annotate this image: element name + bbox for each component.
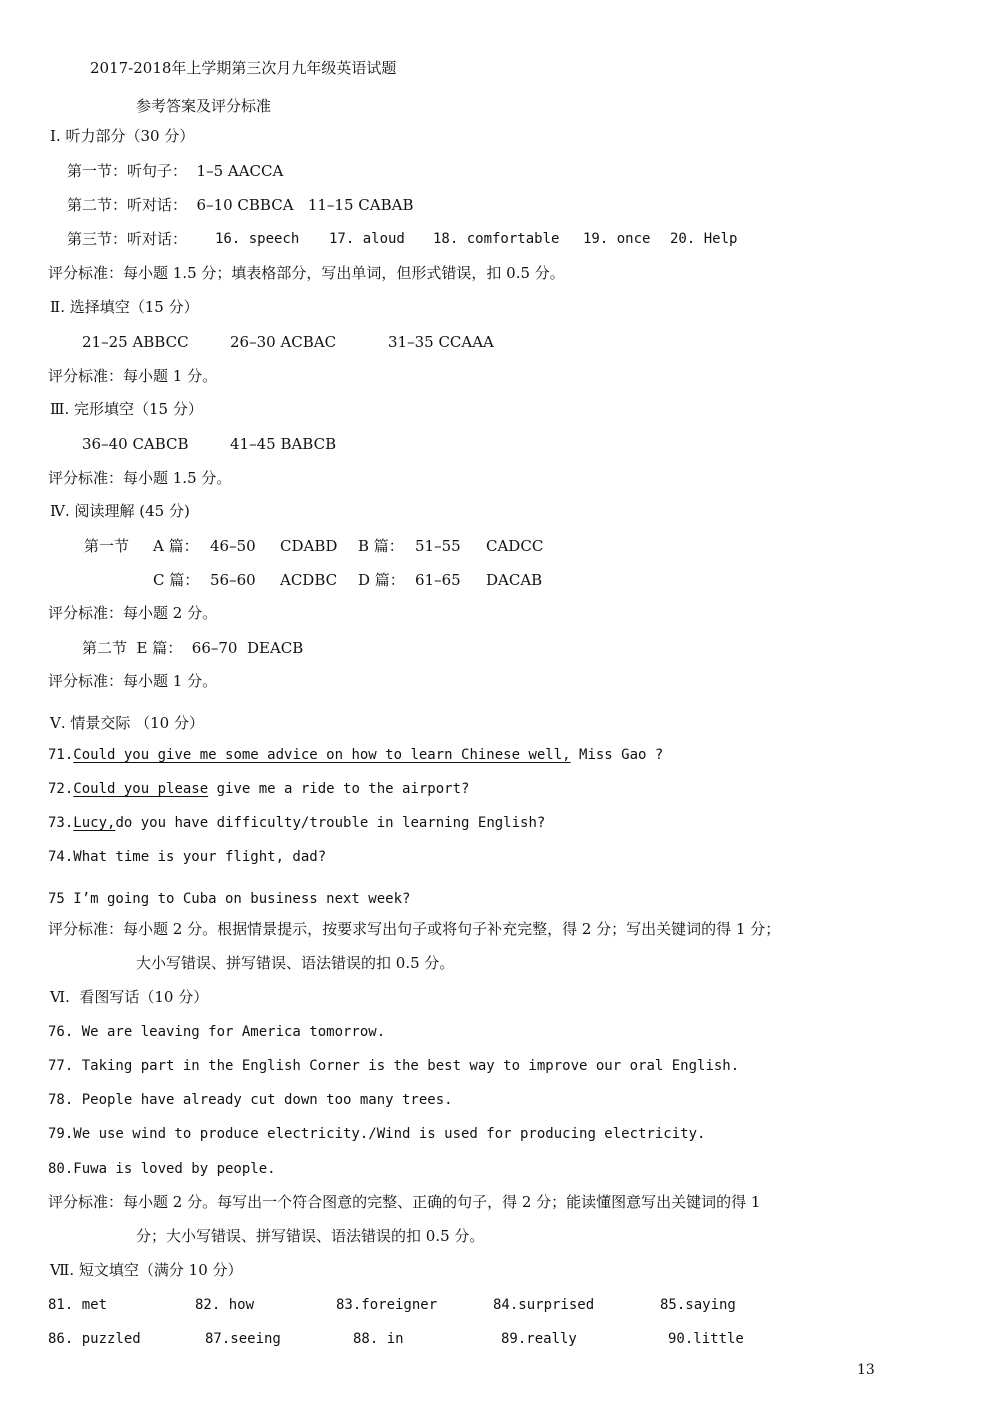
page-title: 2017-2018年上学期第三次月九年级英语试题 — [90, 59, 397, 77]
answer-19: 19. once — [583, 231, 651, 247]
section-1-part3-prefix: 第三节：听对话： — [67, 230, 188, 248]
answer-26-30: 26–30 ACBAC — [230, 333, 337, 351]
answer-83: 83.foreigner — [336, 1297, 438, 1313]
passage-c-label: C 篇： — [153, 571, 200, 589]
section-1-part1: 第一节：听句子： 1–5 AACCA — [67, 162, 284, 180]
section-4-criteria-2: 评分标准：每小题 1 分。 — [48, 672, 218, 690]
section-3-heading: Ⅲ. 完形填空（15 分） — [50, 400, 203, 418]
section-4-heading: Ⅳ. 阅读理解 (45 分) — [50, 502, 190, 520]
section-5-criteria-b: 大小写错误、拼写错误、语法错误的扣 0.5 分。 — [136, 954, 455, 972]
answer-31-35: 31–35 CCAAA — [388, 333, 494, 351]
page-subtitle: 参考答案及评分标准 — [136, 97, 272, 115]
passage-c-answers: ACDBC — [280, 571, 338, 589]
answer-88: 88. in — [353, 1331, 404, 1347]
section-5-heading: Ⅴ. 情景交际 （10 分） — [50, 714, 204, 732]
passage-b-answers: CADCC — [486, 537, 544, 555]
answer-71: 71.Could you give me some advice on how to learn Chinese well, Miss Gao ? — [48, 747, 664, 763]
answer-75: 75 I’m going to Cuba on business next week? — [48, 891, 411, 907]
section-1-heading: Ⅰ. 听力部分（30 分） — [50, 127, 195, 145]
answer-79: 79.We use wind to produce electricity./Wind is used for producing electricity. — [48, 1126, 706, 1142]
section-6-criteria-a: 评分标准：每小题 2 分。每写出一个符合图意的完整、正确的句子，得 2 分；能读懂图意写出关键词的得 1 — [48, 1193, 761, 1211]
answer-72: 72.Could you please give me a ride to the airport? — [48, 781, 470, 797]
passage-a-range: 46–50 — [210, 537, 256, 555]
answer-77: 77. Taking part in the English Corner is the best way to improve our oral English. — [48, 1058, 740, 1074]
section-2-criteria: 评分标准：每小题 1 分。 — [48, 367, 218, 385]
answer-21-25: 21–25 ABBCC — [82, 333, 189, 351]
answer-82: 82. how — [195, 1297, 255, 1313]
passage-d-answers: DACAB — [486, 571, 543, 589]
passage-d-range: 61–65 — [415, 571, 461, 589]
passage-d-label: D 篇： — [358, 571, 405, 589]
section-6-heading: Ⅵ. 看图写话（10 分） — [50, 988, 209, 1006]
answer-85: 85.saying — [660, 1297, 736, 1313]
page-number: 13 — [857, 1362, 875, 1378]
answer-74: 74.What time is your flight, dad? — [48, 849, 327, 865]
answer-89: 89.really — [501, 1331, 577, 1347]
answer-78: 78. People have already cut down too many trees. — [48, 1092, 453, 1108]
answer-18: 18. comfortable — [433, 231, 560, 247]
passage-a-answers: CDABD — [280, 537, 338, 555]
answer-36-40: 36–40 CABCB — [82, 435, 189, 453]
answer-20: 20. Help — [670, 231, 738, 247]
passage-a-label: A 篇： — [153, 537, 199, 555]
section-2-heading: Ⅱ. 选择填空（15 分） — [50, 298, 199, 316]
answer-87: 87.seeing — [205, 1331, 281, 1347]
answer-80: 80.Fuwa is loved by people. — [48, 1161, 276, 1177]
answer-41-45: 41–45 BABCB — [230, 435, 337, 453]
answer-76: 76. We are leaving for America tomorrow. — [48, 1024, 386, 1040]
section-1-criteria: 评分标准：每小题 1.5 分；填表格部分，写出单词，但形式错误，扣 0.5 分。 — [48, 264, 565, 282]
answer-90: 90.little — [668, 1331, 744, 1347]
section-4-criteria-1: 评分标准：每小题 2 分。 — [48, 604, 218, 622]
answer-16: 16. speech — [215, 231, 300, 247]
passage-c-range: 56–60 — [210, 571, 256, 589]
passage-b-label: B 篇： — [358, 537, 404, 555]
answer-81: 81. met — [48, 1297, 108, 1313]
section-7-heading: Ⅶ. 短文填空（满分 10 分） — [50, 1261, 243, 1279]
section-3-criteria: 评分标准：每小题 1.5 分。 — [48, 469, 232, 487]
answer-17: 17. aloud — [329, 231, 405, 247]
answer-73: 73.Lucy,do you have difficulty/trouble in learning English? — [48, 815, 546, 831]
section-1-part2: 第二节：听对话： 6–10 CBBCA 11–15 CABAB — [67, 196, 414, 214]
section-6-criteria-b: 分；大小写错误、拼写错误、语法错误的扣 0.5 分。 — [136, 1227, 485, 1245]
passage-b-range: 51–55 — [415, 537, 461, 555]
section-4-part1-label: 第一节 — [84, 537, 130, 555]
answer-86: 86. puzzled — [48, 1331, 141, 1347]
section-4-part2: 第二节 E 篇： 66–70 DEACB — [82, 639, 304, 657]
section-5-criteria-a: 评分标准：每小题 2 分。根据情景提示，按要求写出句子或将句子补充完整，得 2 分；写出关键词的得 1 分； — [48, 920, 781, 938]
answer-84: 84.surprised — [493, 1297, 595, 1313]
